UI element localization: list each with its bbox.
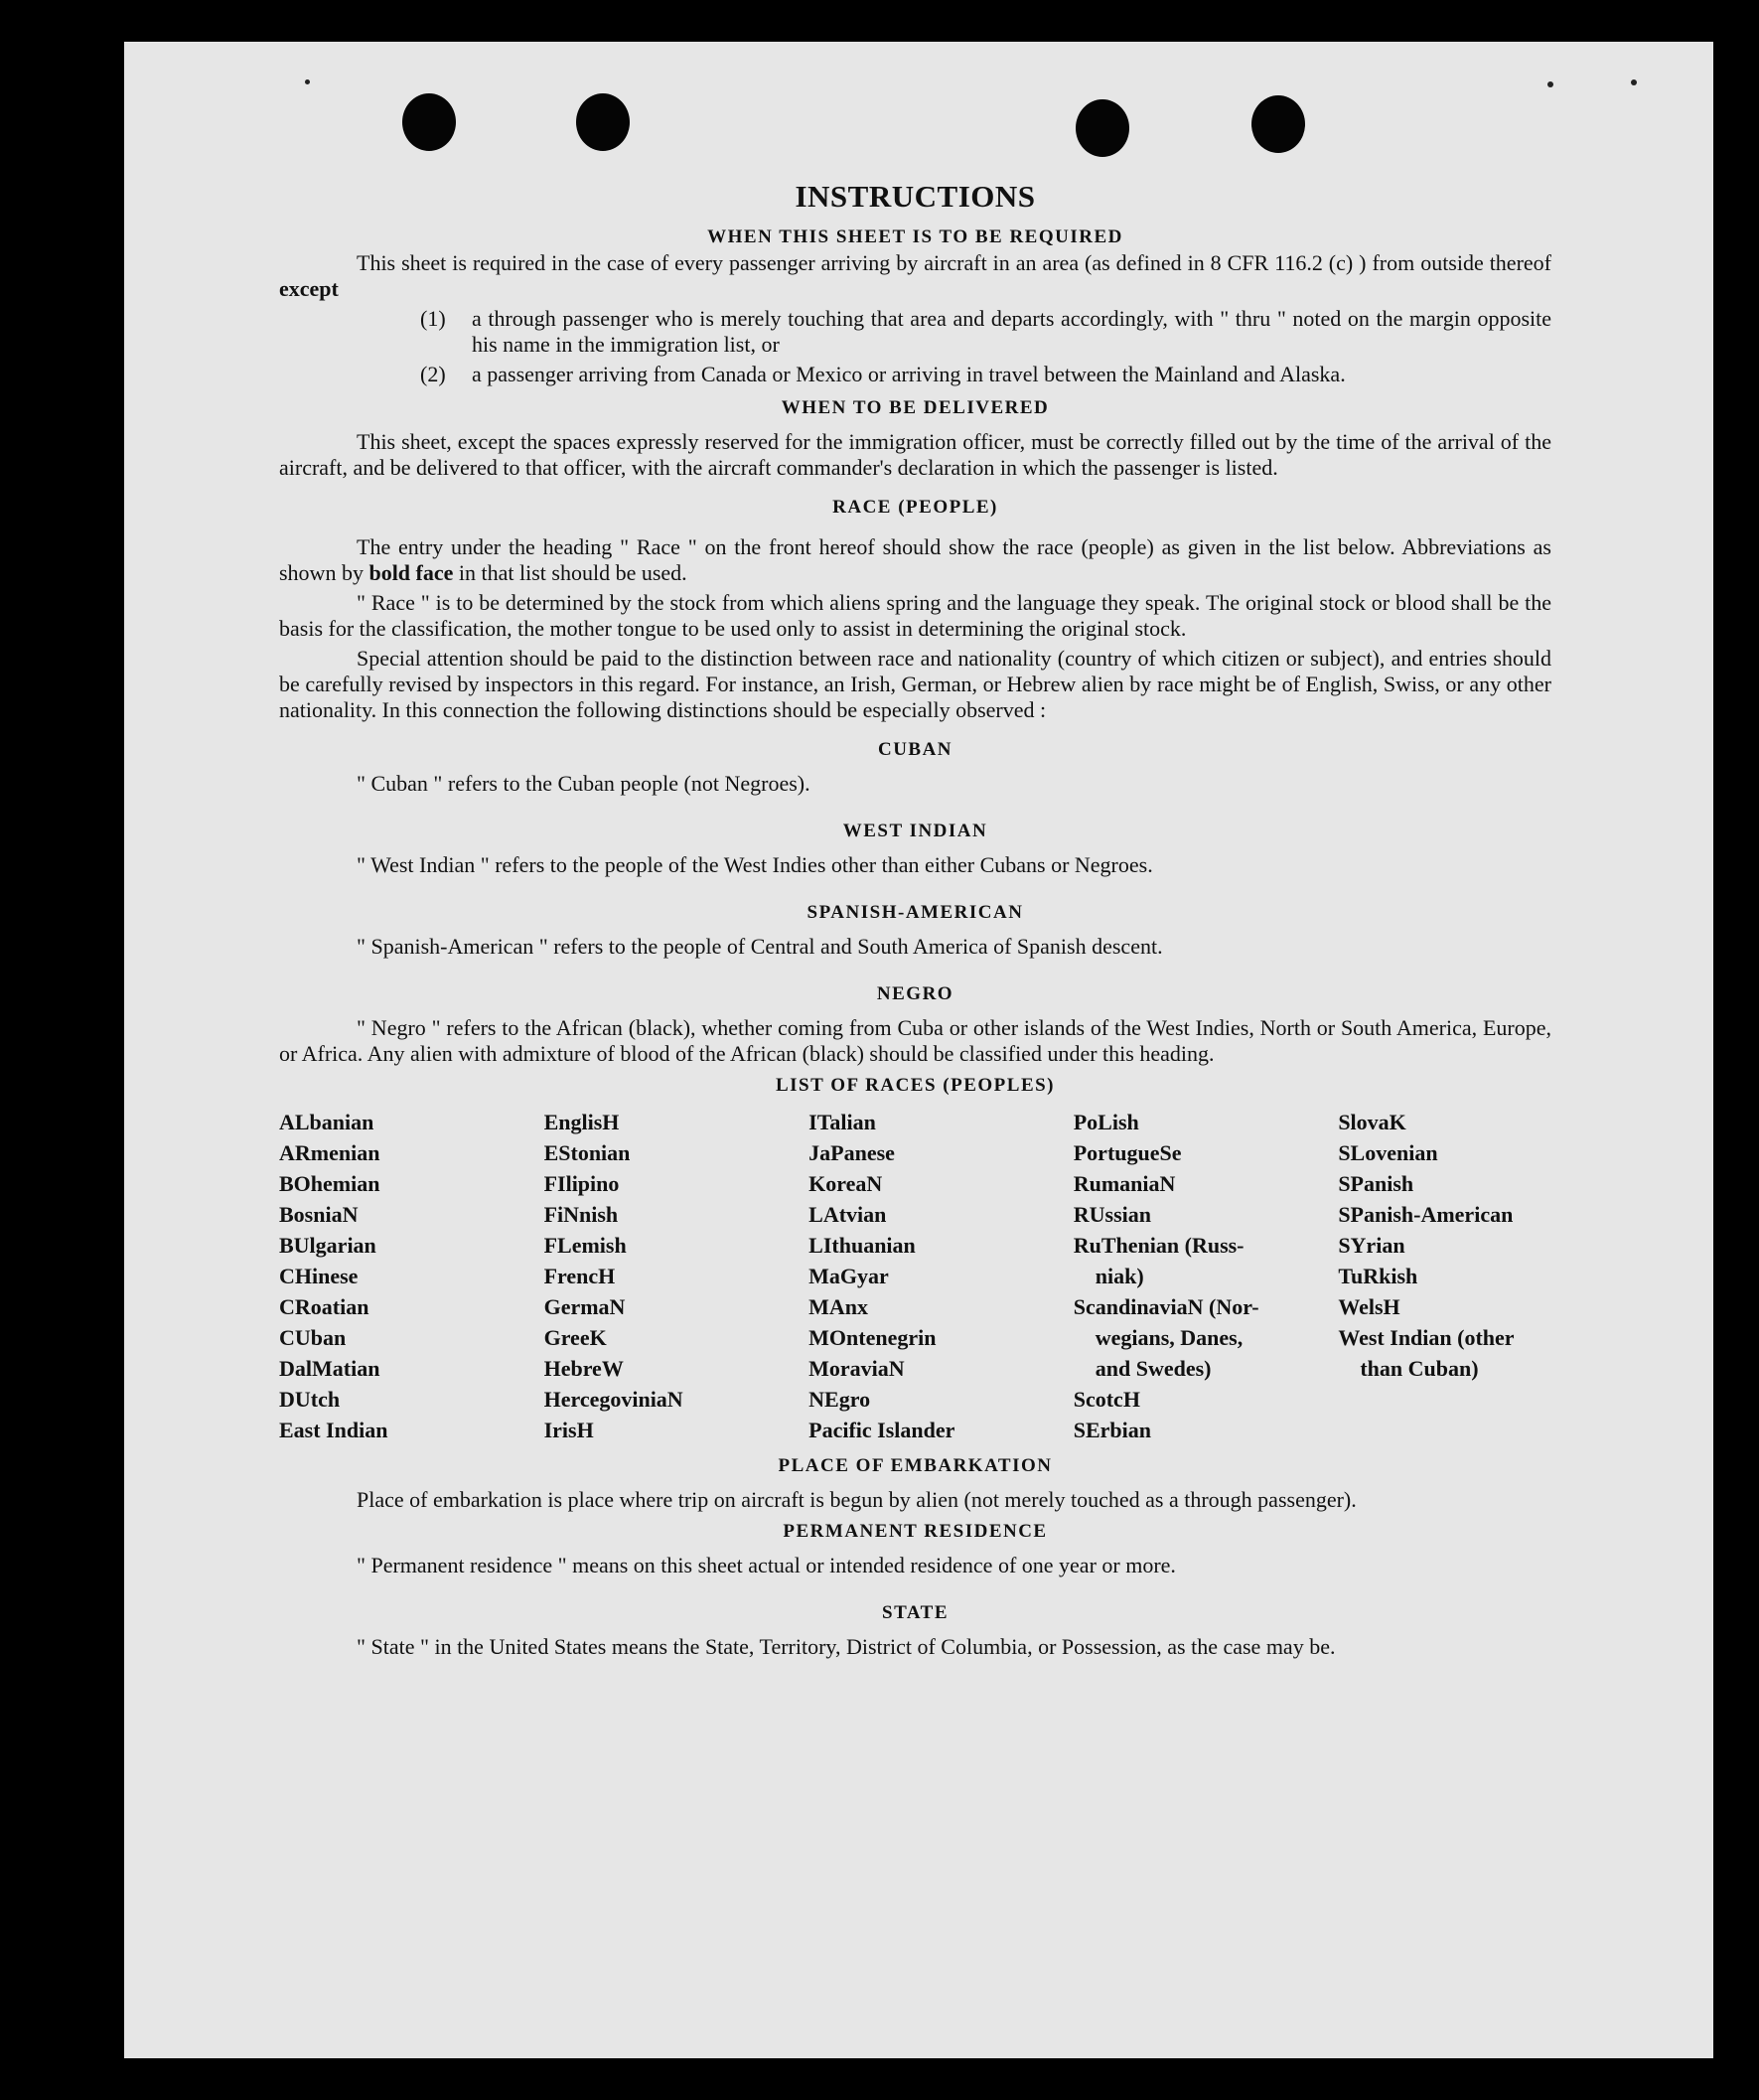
west-indian-text: " West Indian " refers to the people of the West Indies other than either Cubans or Negroes. bbox=[357, 852, 1153, 877]
race-entry: SLovenian bbox=[1338, 1140, 1438, 1165]
race-entry: FrencH bbox=[543, 1264, 616, 1288]
race-entry: LAtvian bbox=[808, 1202, 887, 1227]
race-entry: niak) bbox=[1095, 1264, 1144, 1288]
race-entry: BUlgarian bbox=[279, 1233, 376, 1258]
race-p1-bold: bold face bbox=[368, 560, 454, 585]
item-text: a passenger arriving from Canada or Mexico or arriving in travel between the Mainland and Alaska. bbox=[472, 362, 1346, 386]
when-delivered-text: This sheet, except the spaces expressly reserved for the immigration officer, must be correctly filled out by the time of the arrival of the aircraft, and be delivered to that officer, with the aircraft commander's declaration in which the passenger is listed. bbox=[279, 429, 1551, 480]
race-entry: ARmenian bbox=[279, 1140, 380, 1165]
heading-when-required: WHEN THIS SHEET IS TO BE REQUIRED bbox=[707, 226, 1123, 247]
heading-embarkation: PLACE OF EMBARKATION bbox=[778, 1455, 1053, 1476]
race-entry: Pacific Islander bbox=[808, 1418, 955, 1442]
race-entry: KoreaN bbox=[808, 1171, 883, 1196]
race-paragraph-2: " Race " is to be determined by the stock from which aliens spring and the language they speak. The original stock or blood shall be the basis for the classification, the mother tongue to be used only to assist in determining the original stock. bbox=[279, 590, 1551, 641]
races-column-4 bbox=[1074, 1107, 1339, 1445]
race-entry: CUban bbox=[279, 1325, 347, 1350]
punch-hole bbox=[1251, 95, 1305, 153]
race-entry: than Cuban) bbox=[1360, 1356, 1479, 1381]
race-entry: SYrian bbox=[1338, 1233, 1405, 1258]
race-entry: MOntenegrin bbox=[808, 1325, 937, 1350]
race-entry: MaGyar bbox=[808, 1264, 889, 1288]
races-column-5 bbox=[1338, 1107, 1551, 1445]
race-entry: DalMatian bbox=[279, 1356, 380, 1381]
when-required-intro bbox=[279, 250, 1551, 302]
race-entry: SlovaK bbox=[1338, 1110, 1406, 1134]
race-p1-text-end: in that list should be used. bbox=[458, 560, 687, 585]
speck bbox=[1547, 81, 1553, 87]
exception-item-1 bbox=[279, 306, 1551, 358]
intro-text: This sheet is required in the case of every passenger arriving by aircraft in an area (as defined in 8 CFR 116.2 (c) ) from outside thereof bbox=[357, 250, 1551, 275]
race-entry: FiNnish bbox=[543, 1202, 619, 1227]
race-entry: MoraviaN bbox=[808, 1356, 905, 1381]
race-entry: TuRkish bbox=[1338, 1264, 1418, 1288]
race-entry: ALbanian bbox=[279, 1110, 374, 1134]
race-entry: BosniaN bbox=[279, 1202, 359, 1227]
race-entry: and Swedes) bbox=[1095, 1356, 1212, 1381]
race-entry: RumaniaN bbox=[1073, 1171, 1176, 1196]
race-entry: CHinese bbox=[279, 1264, 359, 1288]
race-entry: West Indian (other bbox=[1338, 1325, 1515, 1350]
negro-text: " Negro " refers to the African (black), whether coming from Cuba or other islands of the West Indies, North or South America, Europe, or Africa. Any alien with admixture of blood of the African (black) should be classified under this heading. bbox=[279, 1015, 1551, 1066]
race-entry: DUtch bbox=[279, 1387, 341, 1412]
document-sheet bbox=[124, 42, 1713, 2058]
speck bbox=[1631, 79, 1637, 85]
race-entry: HebreW bbox=[543, 1356, 624, 1381]
race-entry: NEgro bbox=[808, 1387, 871, 1412]
item-text: a through passenger who is merely touching that area and departs accordingly, with " thru " noted on the margin opposite his name in the immigration list, or bbox=[472, 306, 1551, 357]
race-entry: CRoatian bbox=[279, 1294, 369, 1319]
heading-cuban: CUBAN bbox=[877, 739, 953, 760]
race-entry: LIthuanian bbox=[808, 1233, 916, 1258]
race-entry: ITalian bbox=[808, 1110, 876, 1134]
race-entry: SPanish bbox=[1338, 1171, 1414, 1196]
race-entry: ScotcH bbox=[1073, 1387, 1140, 1412]
races-column-1 bbox=[279, 1107, 544, 1445]
races-column-3 bbox=[808, 1107, 1074, 1445]
race-entry: wegians, Danes, bbox=[1095, 1325, 1244, 1350]
race-entry: WelsH bbox=[1338, 1294, 1400, 1319]
heading-residence: PERMANENT RESIDENCE bbox=[783, 1521, 1048, 1542]
race-entry: IrisH bbox=[543, 1418, 594, 1442]
heading-west-indian: WEST INDIAN bbox=[842, 821, 988, 841]
race-entry: HercegoviniaN bbox=[543, 1387, 683, 1412]
race-entry: EStonian bbox=[543, 1140, 631, 1165]
punch-hole bbox=[402, 93, 456, 151]
race-entry: PortugueSe bbox=[1073, 1140, 1182, 1165]
race-p1-text: The entry under the heading " Race " on the front hereof should show the race (people) as given in the list below. Abbreviations as shown by bbox=[279, 534, 1551, 585]
race-entry: EnglisH bbox=[543, 1110, 620, 1134]
race-entry: RuThenian (Russ- bbox=[1073, 1233, 1245, 1258]
race-entry: SErbian bbox=[1073, 1418, 1151, 1442]
spanish-american-text: " Spanish-American " refers to the people of Central and South America of Spanish descent. bbox=[357, 934, 1163, 959]
heading-state: STATE bbox=[882, 1602, 949, 1623]
cuban-text: " Cuban " refers to the Cuban people (not Negroes). bbox=[357, 771, 810, 796]
intro-except: except bbox=[279, 276, 339, 301]
exception-item-2 bbox=[279, 362, 1551, 387]
race-entry: GreeK bbox=[543, 1325, 607, 1350]
punch-hole bbox=[576, 93, 630, 151]
list-of-races bbox=[279, 1107, 1551, 1445]
race-entry: FIlipino bbox=[543, 1171, 620, 1196]
embarkation-text: Place of embarkation is place where trip on aircraft is begun by alien (not merely touched as a through passenger). bbox=[357, 1487, 1357, 1512]
race-entry: BOhemian bbox=[279, 1171, 380, 1196]
heading-race: RACE (PEOPLE) bbox=[832, 497, 998, 518]
state-text: " State " in the United States means the State, Territory, District of Columbia, or Possession, as the case may be. bbox=[357, 1634, 1336, 1659]
item-number: (1) bbox=[420, 306, 446, 331]
race-entry: East Indian bbox=[279, 1418, 388, 1442]
instructions-content bbox=[279, 179, 1551, 1660]
item-number: (2) bbox=[420, 362, 446, 386]
race-entry: RUssian bbox=[1073, 1202, 1151, 1227]
punch-hole bbox=[1076, 99, 1129, 157]
race-entry: ScandinaviaN (Nor- bbox=[1073, 1294, 1259, 1319]
race-paragraph-3: Special attention should be paid to the distinction between race and nationality (country of which citizen or subject), and entries should be carefully revised by inspectors in this regard. For instance, an Irish, German, or Hebrew alien by race might be of English, Swiss, or any other nationality. In this connection the following distinctions should be especially observed : bbox=[279, 646, 1551, 722]
heading-list-of-races: LIST OF RACES (PEOPLES) bbox=[775, 1075, 1056, 1096]
race-entry: SPanish-American bbox=[1338, 1202, 1514, 1227]
race-paragraph-1 bbox=[279, 534, 1551, 586]
race-entry: MAnx bbox=[808, 1294, 869, 1319]
heading-spanish-american: SPANISH-AMERICAN bbox=[806, 902, 1024, 923]
races-column-2 bbox=[544, 1107, 809, 1445]
residence-text: " Permanent residence " means on this sheet actual or intended residence of one year or more. bbox=[357, 1553, 1176, 1577]
race-entry: JaPanese bbox=[808, 1140, 895, 1165]
heading-when-delivered: WHEN TO BE DELIVERED bbox=[781, 397, 1050, 418]
page-title: INSTRUCTIONS bbox=[795, 179, 1036, 214]
race-entry: GermaN bbox=[543, 1294, 626, 1319]
speck bbox=[305, 79, 310, 84]
race-entry: FLemish bbox=[543, 1233, 627, 1258]
race-entry: PoLish bbox=[1073, 1110, 1139, 1134]
heading-negro: NEGRO bbox=[876, 983, 954, 1004]
